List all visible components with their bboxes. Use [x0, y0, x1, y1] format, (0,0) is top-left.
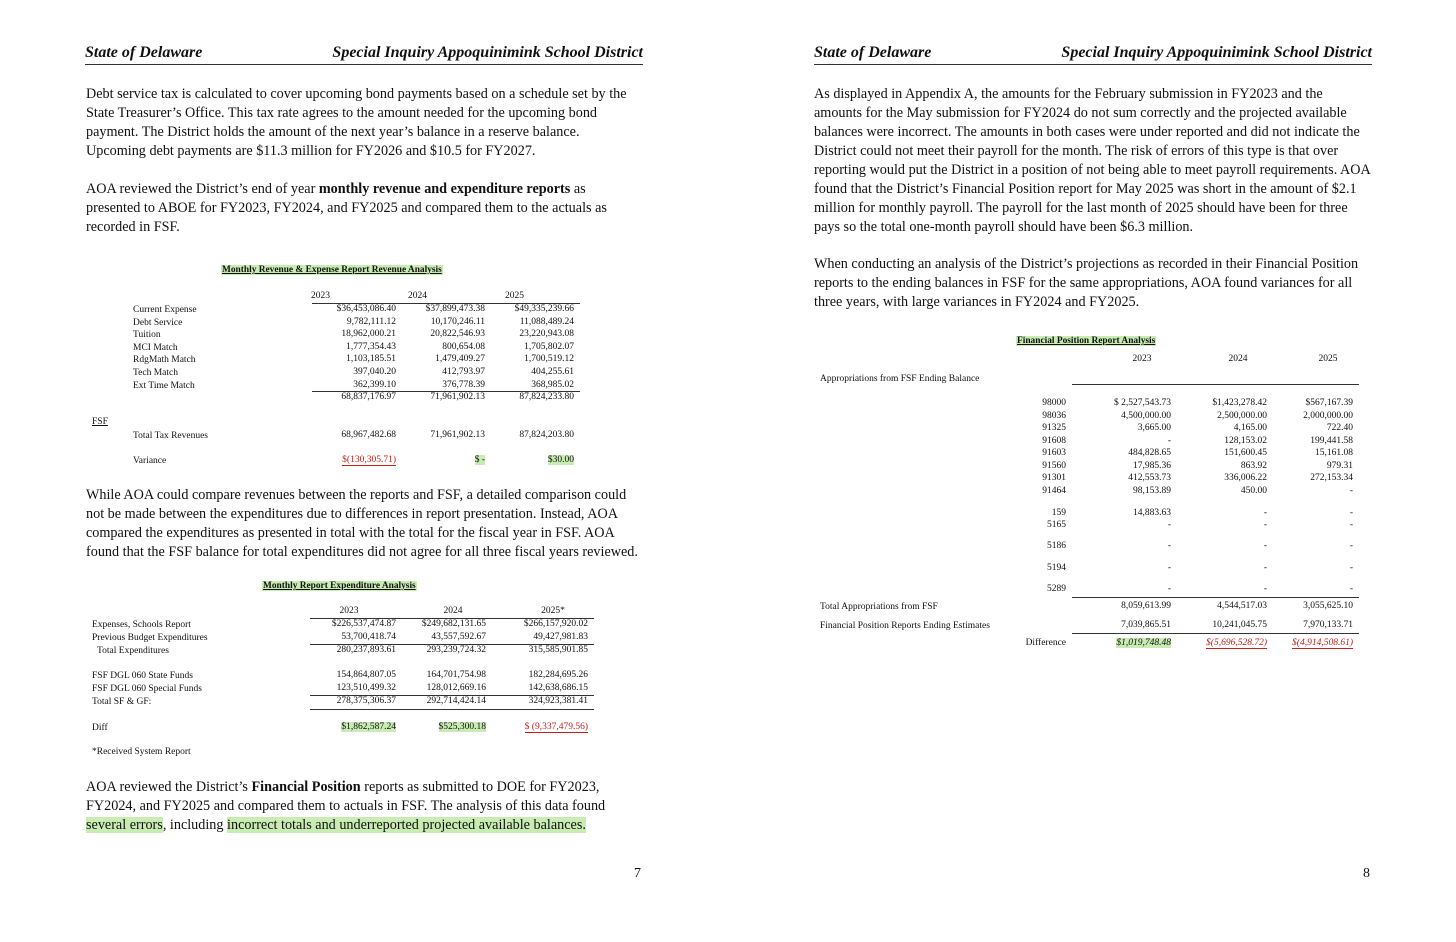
- row-label: [133, 455, 166, 468]
- table-cell-text: -: [1349, 508, 1353, 518]
- row-label-text: Total Tax Revenues: [133, 431, 209, 441]
- table-cell: [479, 367, 574, 377]
- table-cell-text: 404,255.61: [531, 367, 574, 377]
- table-cell-text: 98,153.89: [1133, 486, 1171, 496]
- subtotal-cell-text: 87,824,233.80: [519, 392, 574, 402]
- row-code-text: 5165: [1047, 520, 1066, 530]
- row-label: [978, 638, 1066, 648]
- total-cell-text: 87,824,203.80: [519, 430, 574, 440]
- row-code: [998, 486, 1066, 496]
- table-cell-text: 863.92: [1240, 461, 1267, 471]
- table-cell-text: -: [1167, 436, 1171, 446]
- variance-cell: [301, 455, 396, 465]
- table-cell: [478, 619, 588, 629]
- table-cell: [376, 683, 486, 693]
- highlight-text: incorrect totals and underreported projected available balances.: [227, 817, 586, 833]
- row-code: [998, 508, 1066, 518]
- subtotal-cell: [301, 392, 396, 402]
- table-cell: [1243, 541, 1353, 551]
- row-label: [133, 354, 196, 367]
- table-cell: [478, 645, 588, 655]
- subtotal-cell: [479, 392, 574, 402]
- total-cell-text: 3,055,625.10: [1303, 601, 1353, 611]
- row-label-text: Ext Time Match: [133, 380, 195, 391]
- table-cell-text: 2,500,000.00: [1217, 411, 1267, 421]
- difference-cell-text: $1,019,748.48: [1116, 638, 1171, 648]
- total-cell-text: 68,967,482.68: [341, 430, 396, 440]
- table-cell-text: -: [1167, 584, 1171, 594]
- table-cell: [1243, 584, 1353, 594]
- paragraph-projections: When conducting an analysis of the District’s projections as recorded in their Financial Position reports to the ending balances in FSF for the same appropriations, AOA found variances for all three years, with large variances in FY2024 and FY2025.: [814, 256, 1359, 310]
- table-cell: [1061, 486, 1171, 496]
- table-cell-text: 368,985.02: [531, 379, 574, 390]
- table-cell: [390, 354, 485, 364]
- table-cell: [390, 367, 485, 377]
- table-cell: [1061, 398, 1171, 408]
- table-cell-text: 1,479,409.27: [435, 354, 485, 365]
- table-cell: [1061, 448, 1171, 458]
- subtotal-cell-text: 71,961,902.13: [430, 392, 485, 402]
- table-cell-text: -: [1349, 584, 1353, 594]
- column-header: [273, 291, 368, 301]
- row-label-text: Total Expenditures: [97, 645, 169, 656]
- column-header-text: 2024: [1228, 354, 1248, 364]
- subtotal-cell-text: 68,837,176.97: [341, 392, 396, 402]
- row-label: [133, 367, 178, 380]
- table-cell-text: 151,600.45: [1224, 448, 1267, 458]
- table-cell-text: $226,537,474.87: [331, 619, 396, 629]
- column-header: [370, 291, 465, 301]
- table-rule: [310, 695, 594, 696]
- table-cell-text: 2,000,000.00: [1303, 411, 1353, 421]
- diff-cell-text: $ (9,337,479.56): [524, 722, 588, 732]
- table-cell: [1243, 436, 1353, 446]
- subtotal-cell: [390, 392, 485, 402]
- table-cell-text: -: [1263, 520, 1267, 530]
- table-cell-text: -: [1263, 508, 1267, 518]
- table-cell-text: 278,375,306.37: [336, 695, 396, 706]
- table-rule: [1072, 633, 1359, 634]
- row-code-text: 5186: [1047, 541, 1066, 551]
- row-code: [998, 541, 1066, 551]
- table-cell-text: 164,701,754.98: [426, 670, 486, 680]
- fsf-label-text: FSF: [92, 417, 108, 427]
- row-label-text: FSF DGL 060 State Funds: [92, 671, 193, 681]
- row-code: [998, 398, 1066, 408]
- table-caption: Financial Position Report Analysis: [1017, 336, 1156, 346]
- table-cell-text: 9,782,111.12: [346, 316, 396, 327]
- table-cell: [1061, 520, 1171, 530]
- table-cell-text: 15,161.08: [1315, 448, 1353, 458]
- variance-cell-text: $30.00: [547, 455, 574, 465]
- table-cell-text: 800,654.08: [442, 341, 485, 352]
- row-label: [133, 317, 182, 330]
- row-label-text: Variance: [133, 456, 167, 466]
- table-cell-text: 397,040.20: [353, 367, 396, 377]
- table-cell-text: 49,427,981.83: [533, 631, 588, 642]
- bold-text: monthly revenue and expenditure reports: [318, 181, 571, 197]
- table-cell-text: 154,864,807.05: [336, 670, 396, 680]
- row-code: [998, 520, 1066, 530]
- row-label-text: Total Appropriations from FSF: [820, 602, 938, 612]
- row-code-text: 98000: [1042, 398, 1066, 408]
- table-cell: [301, 342, 396, 352]
- table-cell: [1061, 411, 1171, 421]
- row-label-text: Financial Position Reports Ending Estimates: [820, 621, 990, 631]
- row-code: [998, 473, 1066, 483]
- row-code: [998, 563, 1066, 573]
- footnote-text: *Received System Report: [92, 747, 191, 757]
- table-cell: [479, 342, 574, 352]
- table-cell: [1061, 473, 1171, 483]
- row-label: [97, 645, 169, 658]
- table-cell-text: 23,220,943.08: [519, 329, 574, 340]
- row-label: [92, 670, 193, 683]
- table-cell: [1061, 584, 1171, 594]
- table-cell: [479, 329, 574, 339]
- table-cell-text: 1,103,185.51: [346, 354, 396, 365]
- row-code-text: 5194: [1047, 563, 1066, 573]
- table-cell: [301, 380, 396, 390]
- row-label: [92, 619, 191, 632]
- page-header: [814, 42, 1372, 65]
- estimate-cell: [1061, 620, 1171, 630]
- row-label: [92, 683, 202, 696]
- table-cell-text: -: [1263, 584, 1267, 594]
- row-code: [998, 423, 1066, 433]
- table-cell-text: 484,828.65: [1128, 448, 1171, 458]
- table-cell-text: -: [1349, 520, 1353, 530]
- text: as presented to ABOE for FY2023, FY2024, and FY2025 and compared them to the actuals as recorded in FSF.: [86, 181, 607, 235]
- table-cell-text: $249,682,131.65: [421, 619, 486, 629]
- table-caption: Monthly Revenue & Expense Report Revenue Analysis: [222, 265, 442, 275]
- row-label-text: Appropriations from FSF Ending Balance: [820, 374, 980, 384]
- column-header-text: 2024: [443, 606, 463, 616]
- row-code-text: 91608: [1042, 436, 1066, 446]
- table-cell: [1243, 520, 1353, 530]
- table-cell: [478, 696, 588, 706]
- variance-cell: [479, 455, 574, 465]
- column-header-text: 2025*: [541, 606, 565, 616]
- table-cell-text: 272,153.34: [1310, 473, 1353, 483]
- table-cell: [478, 670, 588, 680]
- table-cell-text: 4,165.00: [1233, 423, 1267, 433]
- total-cell: [390, 430, 485, 440]
- diff-cell-text: $1,862,587.24: [341, 722, 396, 732]
- table-cell-text: 1,700,519.12: [524, 354, 574, 365]
- page-number: 7: [634, 866, 641, 881]
- difference-cell: [1061, 638, 1171, 648]
- table-cell: [376, 696, 486, 706]
- table-cell-text: -: [1167, 520, 1171, 530]
- table-cell: [1061, 541, 1171, 551]
- row-label-text: FSF DGL 060 Special Funds: [92, 683, 202, 694]
- header-state: State of Delaware: [814, 44, 932, 61]
- total-cell-text: 71,961,902.13: [430, 430, 485, 440]
- table-cell-text: $1,423,278.42: [1212, 398, 1267, 408]
- table-cell-text: 376,778.39: [442, 379, 485, 390]
- table-cell: [1243, 398, 1353, 408]
- paragraph-expenditures: While AOA could compare revenues between the reports and FSF, a detailed comparison could not be made between the expenditures due to differences in report presentation. Instead, AOA compared the expenditures as presented in total with the total for the fiscal year in FSF. AOA found that the FSF balance for total expenditures did not agree for all three fiscal years reviewed.: [86, 487, 638, 560]
- row-label-text: Total SF & GF:: [92, 696, 152, 707]
- table-cell-text: $ 2,527,543.73: [1114, 398, 1171, 408]
- row-code-text: 91603: [1042, 448, 1066, 458]
- variance-cell-text: $ -: [474, 455, 485, 465]
- difference-cell-text: $(5,696,528.72): [1206, 638, 1267, 648]
- table-cell-text: -: [1349, 563, 1353, 573]
- table-cell-text: 20,822,546.93: [430, 329, 485, 340]
- text: AOA reviewed the District’s: [86, 779, 252, 795]
- estimate-cell: [1243, 620, 1353, 630]
- table-cell: [1243, 448, 1353, 458]
- row-code: [998, 461, 1066, 471]
- column-header-text: 2024: [408, 291, 427, 301]
- row-label: [92, 696, 151, 709]
- table-cell-text: 1,705,802.07: [524, 341, 574, 352]
- table-cell: [376, 670, 486, 680]
- text: AOA reviewed the District’s end of year: [86, 181, 319, 197]
- table-cell-text: $36,453,086.40: [336, 304, 396, 314]
- difference-cell-text: $(4,914,508.61): [1292, 638, 1353, 648]
- row-label: [92, 722, 108, 735]
- row-label: [133, 430, 208, 443]
- variance-cell-text: $(130,305.71): [342, 455, 396, 465]
- difference-cell: [1243, 638, 1353, 648]
- table-cell-text: 450.00: [1240, 486, 1267, 496]
- row-code-text: 91301: [1042, 473, 1066, 483]
- row-label-text: Expenses, Schools Report: [92, 620, 191, 630]
- paragraph-appendix: As displayed in Appendix A, the amounts for the February submission in FY2023 and the amounts for the May submission for FY2024 do not sum correctly and the projected available balances were incorrect. The amounts in both cases were under reported and did not indicate the District could not meet their payroll for the month. The risk of errors of this type is that over reporting would put the District in a position of not being able to meet payroll requirements. AOA found that the District’s Financial Position report for May 2025 was short in the amount of $2.1 million for monthly payroll. The payroll for the last month of 2025 should have been for three pays so the total one-month payroll should have been $6.3 million.: [814, 86, 1370, 235]
- table-cell-text: 11,088,489.24: [519, 316, 574, 327]
- table-cell-text: $567,167.39: [1305, 398, 1353, 408]
- table-cell: [1243, 563, 1353, 573]
- row-label: [133, 342, 178, 355]
- row-code-text: 5289: [1047, 584, 1066, 594]
- page-8: [728, 0, 1456, 942]
- table-cell: [390, 342, 485, 352]
- column-header-text: 2025: [1318, 354, 1338, 364]
- total-cell: [479, 430, 574, 440]
- row-code: [998, 448, 1066, 458]
- table-cell: [1061, 508, 1171, 518]
- row-label: [820, 601, 938, 614]
- table-cell-text: 3,665.00: [1137, 423, 1171, 433]
- table-cell-text: 336,006.22: [1224, 473, 1267, 483]
- table-cell: [301, 329, 396, 339]
- variance-cell: [390, 455, 485, 465]
- table-rule: [1072, 384, 1359, 385]
- table-cell-text: 14,883.63: [1133, 508, 1171, 518]
- header-state: State of Delaware: [85, 44, 203, 61]
- column-header: [1102, 354, 1182, 364]
- diff-cell-text: $525,300.18: [438, 722, 486, 732]
- table-cell-text: 199,441.58: [1310, 436, 1353, 446]
- row-code-text: 91325: [1042, 423, 1066, 433]
- row-label: [92, 632, 208, 645]
- table-cell-text: -: [1263, 563, 1267, 573]
- row-label-text: Debt Service: [133, 317, 183, 328]
- page-number: 8: [1363, 866, 1370, 881]
- table-cell: [1061, 461, 1171, 471]
- table-rule: [310, 709, 594, 710]
- column-header: [1198, 354, 1278, 364]
- table-cell: [1243, 508, 1353, 518]
- table-cell: [390, 380, 485, 390]
- column-header: [1288, 354, 1368, 364]
- table-cell-text: -: [1349, 541, 1353, 551]
- table-cell-text: 292,714,424.14: [426, 695, 486, 706]
- table-cell-text: 17,985.36: [1133, 461, 1171, 471]
- table-cell: [301, 317, 396, 327]
- column-header-text: 2023: [311, 291, 330, 301]
- estimate-cell-text: 7,039,865.51: [1121, 620, 1171, 630]
- table-cell-text: 722.40: [1326, 423, 1353, 433]
- paragraph-financial-position: [86, 778, 626, 835]
- table-cell-text: $49,335,239.66: [514, 304, 574, 314]
- total-cell-text: 4,544,517.03: [1217, 601, 1267, 611]
- table-cell: [390, 317, 485, 327]
- row-code: [998, 584, 1066, 594]
- column-header: [467, 291, 562, 301]
- table-cell: [478, 683, 588, 693]
- row-label-text: MCI Match: [133, 342, 178, 353]
- table-cell-text: 128,012,669.16: [426, 682, 486, 693]
- row-label-text: Tuition: [133, 330, 161, 341]
- total-cell-text: 8,059,613.99: [1121, 601, 1171, 611]
- table-cell-text: -: [1167, 541, 1171, 551]
- table-cell-text: 324,923,381.41: [528, 695, 588, 706]
- table-cell: [1061, 563, 1171, 573]
- diff-cell: [376, 722, 486, 732]
- table-cell-text: 18,962,000.21: [341, 329, 396, 340]
- row-label-text: RdgMath Match: [133, 355, 196, 366]
- table-cell-text: 53,700,418.74: [341, 631, 396, 642]
- row-code-text: 159: [1051, 508, 1066, 518]
- table-cell-text: 128,153.02: [1224, 436, 1267, 446]
- paragraph-monthly-reports: [86, 180, 626, 237]
- row-code-text: 91464: [1042, 486, 1066, 496]
- text: , including: [162, 817, 228, 833]
- table-cell-text: 362,399.10: [353, 379, 396, 390]
- table-cell: [479, 380, 574, 390]
- table-cell: [301, 354, 396, 364]
- table-cell: [1243, 411, 1353, 421]
- row-code-text: 98036: [1042, 411, 1066, 421]
- text: reports as submitted to DOE for FY2023, FY2024, and FY2025 and compared them to actuals in FSF. The analysis of this data found: [86, 779, 606, 814]
- diff-cell: [478, 722, 588, 732]
- highlight-text: several errors: [86, 817, 163, 833]
- column-header-text: 2025: [505, 291, 524, 301]
- table-cell: [479, 304, 574, 314]
- table-cell-text: -: [1167, 563, 1171, 573]
- paragraph-debt-service: Debt service tax is calculated to cover upcoming bond payments based on a schedule set by the State Treasurer’s Office. This tax rate agrees to the amount needed for the upcoming bond payment. The District holds the amount of the next year’s balance in a reserve balance. Upcoming debt payments are $11.3 million for FY2026 and $10.5 for FY2027.: [86, 86, 627, 159]
- column-header: [309, 606, 389, 616]
- table-cell: [1061, 436, 1171, 446]
- row-code-text: 91560: [1042, 461, 1066, 471]
- row-label: [820, 373, 979, 386]
- page-header: [85, 42, 643, 65]
- table-cell: [478, 632, 588, 642]
- table-cell-text: 182,284,695.26: [528, 670, 588, 680]
- table-cell-text: 4,500,000.00: [1121, 411, 1171, 421]
- table-cell-text: 10,170,246.11: [430, 316, 485, 327]
- table-cell: [301, 304, 396, 314]
- table-cell-text: 123,510,499.32: [336, 682, 396, 693]
- table-cell: [301, 367, 396, 377]
- table-cell: [479, 354, 574, 364]
- total-cell: [1061, 601, 1171, 611]
- table-cell: [1061, 423, 1171, 433]
- row-label-text: Previous Budget Expenditures: [92, 632, 208, 643]
- row-label-text: Tech Match: [133, 368, 178, 378]
- table-cell: [1243, 473, 1353, 483]
- row-label: [133, 329, 161, 342]
- footnote: [92, 746, 191, 759]
- row-label-text: Current Expense: [133, 305, 197, 315]
- table-cell-text: 412,793.97: [442, 367, 485, 377]
- table-cell-text: $266,157,920.02: [523, 619, 588, 629]
- table-cell-text: 293,239,724.32: [426, 644, 486, 655]
- row-label-text: Diff: [92, 723, 108, 733]
- table-cell-text: $37,899,473.38: [425, 304, 485, 314]
- estimate-cell-text: 10,241,045.75: [1212, 620, 1267, 630]
- header-title: Special Inquiry Appoquinimink School District: [332, 44, 643, 61]
- table-cell: [390, 329, 485, 339]
- row-code: [998, 436, 1066, 446]
- table-cell: [376, 632, 486, 642]
- table-cell-text: 412,553.73: [1128, 473, 1171, 483]
- bold-text: Financial Position: [251, 779, 361, 795]
- row-label: [133, 380, 195, 393]
- estimate-cell-text: 7,970,133.71: [1303, 620, 1353, 630]
- fsf-label: [92, 416, 108, 429]
- table-cell: [376, 619, 486, 629]
- table-cell: [1243, 423, 1353, 433]
- table-cell-text: -: [1263, 541, 1267, 551]
- table-cell-text: 1,777,354.43: [346, 341, 396, 352]
- row-label: [133, 304, 197, 317]
- table-caption: Monthly Report Expenditure Analysis: [263, 581, 416, 591]
- column-header: [413, 606, 493, 616]
- table-cell-text: 43,557,592.67: [431, 631, 486, 642]
- table-cell: [479, 317, 574, 327]
- row-label-text: Difference: [1025, 638, 1066, 648]
- row-label: [820, 620, 990, 633]
- header-title: Special Inquiry Appoquinimink School District: [1061, 44, 1372, 61]
- table-rule: [1072, 597, 1359, 598]
- table-cell: [1240, 486, 1353, 496]
- table-cell: [1240, 461, 1353, 471]
- table-cell-text: 142,638,686.15: [528, 682, 588, 693]
- total-cell: [301, 430, 396, 440]
- table-cell-text: -: [1349, 486, 1353, 496]
- total-cell: [1243, 601, 1353, 611]
- column-header-text: 2023: [339, 606, 359, 616]
- table-cell: [376, 645, 486, 655]
- row-code: [998, 411, 1066, 421]
- table-cell-text: 280,237,893.61: [336, 644, 396, 655]
- table-cell-text: 315,585,901.85: [528, 644, 588, 655]
- table-rule: [310, 644, 594, 645]
- column-header-text: 2023: [1132, 354, 1152, 364]
- column-header: [513, 606, 593, 616]
- table-cell: [390, 304, 485, 314]
- table-cell-text: 979.31: [1326, 461, 1353, 471]
